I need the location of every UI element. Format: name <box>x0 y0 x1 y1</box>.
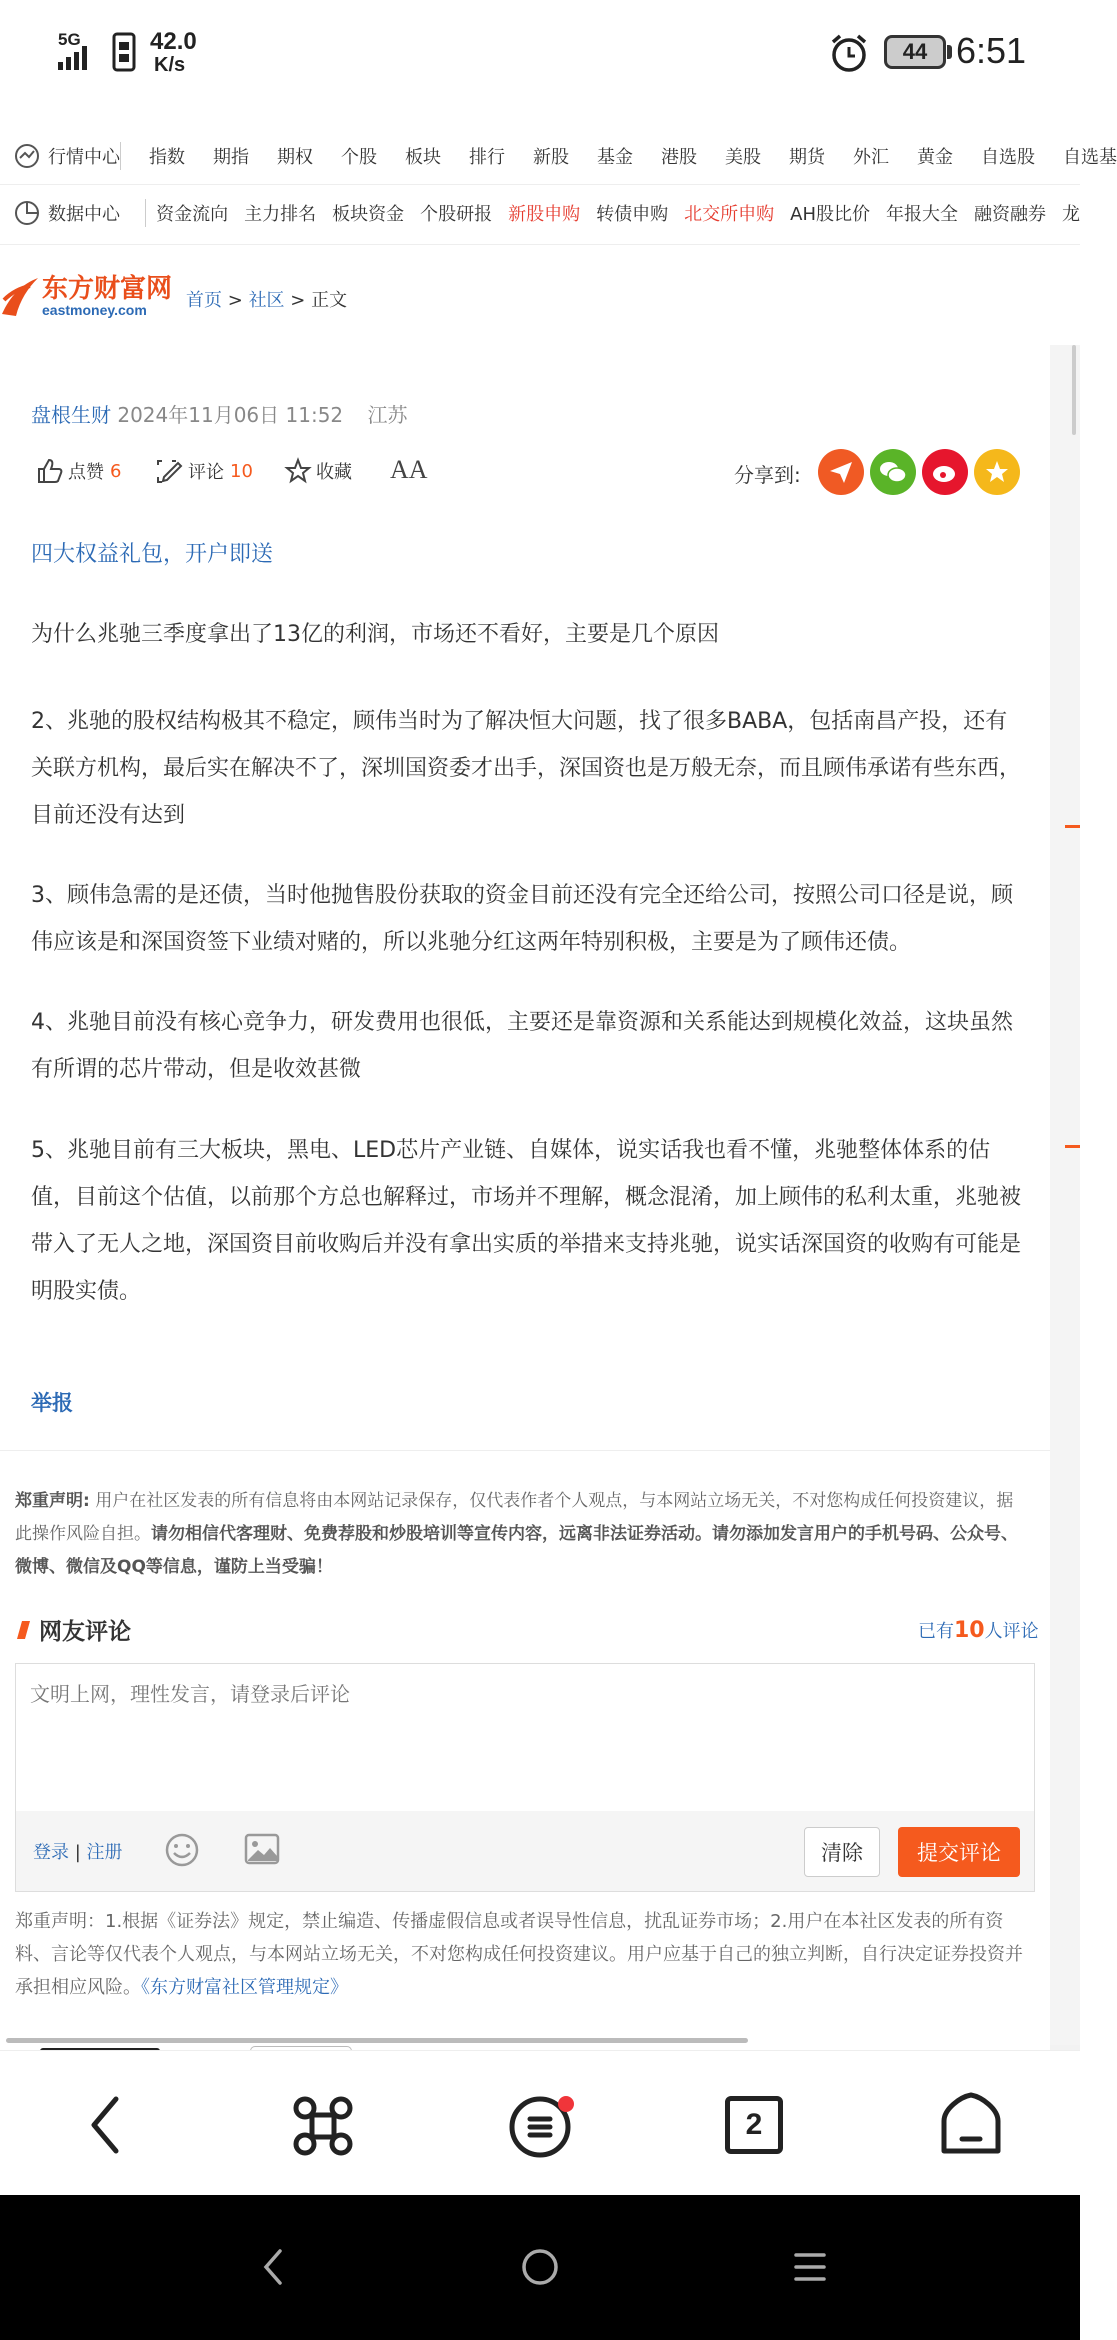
menu-icon[interactable] <box>506 2091 576 2161</box>
logo-en: eastmoney.com <box>42 302 147 318</box>
community-rules-link[interactable]: 《东方财富社区管理规定》 <box>141 1977 348 1998</box>
system-navigation-bar <box>0 2195 1080 2340</box>
disclaimer-text: 用户在社区发表的所有信息将由本网站记录保存，仅代表作者个人观点，与本网站立场无关，不对您构成任何投资建议，据此操作风险自担。 <box>15 1491 1014 1544</box>
nav-item-us-stocks[interactable]: 美股 <box>725 147 761 168</box>
nav-item-ipo-subscribe[interactable]: 新股申购 <box>508 204 581 225</box>
clear-button[interactable] <box>804 1827 880 1877</box>
sim-icon <box>112 32 136 72</box>
star-outline-icon <box>284 457 312 485</box>
battery-indicator <box>884 35 946 69</box>
post-meta <box>31 399 408 428</box>
comment-label: 评论 <box>188 462 224 483</box>
comments-count[interactable] <box>918 1617 1039 1643</box>
legal-disclaimer-text: 郑重声明：1.根据《证券法》规定，禁止编造、传播虚假信息或者误导性信息，扰乱证券市场；2.用户在本社区发表的所有资料、言论等仅代表个人观点，与本网站立场无关，不对您构成任何投资建议。用户应基于自己的独立判断，自行决定证券投资并承担相应风险。 <box>15 1911 1023 1998</box>
nav-item-capital-flow[interactable]: 资金流向 <box>156 204 229 225</box>
right-sidebar-edge <box>1050 345 1080 2045</box>
accent-mark <box>1065 825 1080 828</box>
edit-icon <box>154 457 184 485</box>
nav-item-forex[interactable]: 外汇 <box>853 147 889 168</box>
font-size-button[interactable] <box>390 455 428 485</box>
data-center-nav <box>0 185 1080 241</box>
nav-item-watchlist[interactable]: 自选股 <box>981 147 1035 168</box>
section-flag-icon <box>15 1619 31 1641</box>
breadcrumb-sep: > <box>227 290 243 311</box>
tabs-button[interactable] <box>725 2096 783 2154</box>
market-center-label: 行情中心 <box>48 147 120 168</box>
share-zhidian[interactable] <box>818 449 864 495</box>
report-link[interactable]: 举报 <box>31 1391 73 1415</box>
clock: 6:51 <box>956 30 1027 71</box>
like-label: 点赞 <box>68 462 104 483</box>
trend-icon <box>14 143 40 169</box>
nav-item-hk-stocks[interactable]: 港股 <box>661 147 697 168</box>
nav-item-annual-reports[interactable]: 年报大全 <box>886 204 958 225</box>
collect-label: 收藏 <box>316 462 352 483</box>
nav-item-index[interactable]: 指数 <box>149 147 185 168</box>
site-logo[interactable] <box>0 266 172 326</box>
network-type: 5G <box>58 30 81 49</box>
browser-toolbar <box>0 2050 1080 2196</box>
back-arrow-icon[interactable] <box>86 2095 126 2155</box>
battery-tip <box>947 45 952 59</box>
comment-count: 10 <box>230 460 253 482</box>
post-datetime: 2024年11月06日 11:52 <box>117 403 344 427</box>
nav-item-margin[interactable]: 融资融券 <box>974 204 1046 225</box>
market-center-nav <box>0 128 1117 184</box>
share-weibo[interactable] <box>922 449 968 495</box>
data-center-label: 数据中心 <box>48 204 120 225</box>
clear-label: 清除 <box>821 1841 863 1865</box>
nav-item-research[interactable]: 个股研报 <box>420 204 493 225</box>
share-favorite[interactable] <box>974 449 1020 495</box>
command-icon[interactable] <box>292 2095 354 2157</box>
system-recents-icon[interactable] <box>792 2251 828 2283</box>
comment-button[interactable] <box>154 457 253 485</box>
system-home-icon[interactable] <box>520 2247 560 2287</box>
nav-item-dragon[interactable]: 龙 <box>1062 204 1080 225</box>
star-icon <box>984 459 1010 485</box>
article-paragraph: 5、兆驰目前有三大板块，黑电、LED芯片产业链、自媒体，说实话我也看不懂，兆驰整体体系的估值，目前这个估值，以前那个方总也解释过，市场并不理解，概念混淆，加上顾伟的私利太重，兆驰被带入了无人之地，深国资目前收购后并没有拿出实质的举措来支持兆驰，说实话深国资的收购有可能是明股实债。 <box>31 1138 1022 1304</box>
battery-level: 44 <box>902 39 928 64</box>
author-name[interactable]: 盘根生财 <box>31 403 111 427</box>
register-link[interactable]: 注册 <box>86 1842 123 1863</box>
wechat-icon <box>878 459 908 485</box>
comment-placeholder: 文明上网，理性发言，请登录后评论 <box>30 1682 350 1706</box>
nav-item-ranking[interactable]: 排行 <box>469 147 505 168</box>
promo-link[interactable]: 四大权益礼包，开户即送 <box>31 542 274 567</box>
nav-item-ipo[interactable]: 新股 <box>533 147 569 168</box>
nav-item-options[interactable]: 期权 <box>277 147 313 168</box>
nav-item-bse-subscribe[interactable]: 北交所申购 <box>684 204 775 225</box>
comments-count-number: 10 <box>954 1618 985 1643</box>
breadcrumb-current: 正文 <box>311 290 348 311</box>
comments-title: 网友评论 <box>39 1619 131 1645</box>
breadcrumb <box>186 286 347 312</box>
article-paragraph: 4、兆驰目前没有核心竞争力，研发费用也很低，主要还是靠资源和关系能达到规模化效益，这块虽然有所谓的芯片带动，但是收效甚微 <box>31 1010 1014 1082</box>
data-center-lead[interactable] <box>0 199 146 227</box>
disclaimer-warning-2: 请勿添加发言用户的手机号码、公众号、微博、微信及QQ等信息，谨防上当受骗！ <box>15 1524 1018 1577</box>
auth-separator: | <box>74 1842 81 1863</box>
market-center-lead[interactable] <box>0 142 121 170</box>
comments-count-suffix: 人评论 <box>984 1621 1039 1642</box>
scrollbar-vertical[interactable] <box>1072 345 1076 435</box>
signal-icon <box>56 44 98 72</box>
net-speed-unit: K/s <box>154 54 186 76</box>
legal-disclaimer <box>15 1905 1030 2004</box>
nav-item-bond-subscribe[interactable]: 转债申购 <box>596 204 669 225</box>
scrollbar-horizontal[interactable] <box>6 2038 748 2043</box>
like-button[interactable] <box>36 457 121 485</box>
post-location: 江苏 <box>367 403 408 427</box>
breadcrumb-community[interactable]: 社区 <box>248 290 285 311</box>
tabs-count: 2 <box>745 2108 763 2141</box>
nav-item-ah-ratio[interactable]: AH股比价 <box>790 204 870 225</box>
submit-comment-button[interactable] <box>898 1827 1020 1877</box>
comments-count-prefix: 已有 <box>918 1621 954 1642</box>
pie-chart-icon <box>14 200 40 226</box>
logo-cn: 东方财富网 <box>42 274 173 303</box>
status-bar <box>0 0 1080 108</box>
comments-header <box>15 1613 131 1646</box>
submit-label: 提交评论 <box>917 1841 1001 1865</box>
nav-item-futures-index[interactable]: 期指 <box>213 147 249 168</box>
breadcrumb-home[interactable]: 首页 <box>186 290 222 311</box>
font-size-label: AA <box>390 455 428 484</box>
nav-item-funds[interactable]: 基金 <box>597 147 633 168</box>
divider <box>0 1450 1050 1451</box>
auth-links <box>33 1838 123 1864</box>
article-paragraph: 为什么兆驰三季度拿出了13亿的利润，市场还不看好，主要是几个原因 <box>31 622 719 647</box>
disclaimer-warning-1: 请勿相信代客理财、免费荐股和炒股培训等宣传内容，远离非法证券活动。 <box>151 1524 712 1544</box>
divider <box>0 244 1080 245</box>
collect-button[interactable] <box>284 457 352 485</box>
system-back-icon[interactable] <box>258 2245 288 2289</box>
accent-mark <box>1065 1145 1080 1148</box>
nav-item-watch-funds[interactable]: 自选基 <box>1063 147 1117 168</box>
nav-item-sectors[interactable]: 板块 <box>405 147 441 168</box>
like-count: 6 <box>110 460 122 482</box>
disclaimer-label: 郑重声明: <box>15 1491 90 1511</box>
top-navigation <box>0 108 1117 362</box>
login-link[interactable]: 登录 <box>33 1842 69 1863</box>
nav-item-main-ranking[interactable]: 主力排名 <box>244 204 317 225</box>
share-label: 分享到: <box>734 463 801 487</box>
eastmoney-logo-icon <box>0 274 40 318</box>
nav-item-stocks[interactable]: 个股 <box>341 147 377 168</box>
article-paragraph: 2、兆驰的股权结构极其不稳定，顾伟当时为了解决恒大问题，找了很多BABA，包括南昌产投，还有关联方机构，最后实在解决不了，深圳国资委才出手，深国资也是万般无奈，而且顾伟承诺有些东西，目前还没有达到 <box>31 709 1022 828</box>
article-paragraph: 3、顾伟急需的是还债，当时他抛售股份获取的资金目前还没有完全还给公司，按照公司口径是说，顾伟应该是和深国资签下业绩对赌的，所以兆驰分红这两年特别积极，主要是为了顾伟还债。 <box>31 883 1014 955</box>
disclaimer-notice <box>15 1485 1025 1584</box>
home-icon[interactable] <box>938 2091 1004 2157</box>
share-wechat[interactable] <box>870 449 916 495</box>
nav-item-futures[interactable]: 期货 <box>789 147 825 168</box>
alarm-icon <box>828 32 870 74</box>
thumbs-up-icon <box>36 457 64 485</box>
comment-textarea[interactable] <box>15 1663 1035 1813</box>
emoji-icon[interactable] <box>164 1832 200 1868</box>
paper-plane-icon <box>828 459 854 485</box>
breadcrumb-sep: > <box>290 290 306 311</box>
image-icon[interactable] <box>244 1833 280 1865</box>
weibo-icon <box>931 459 959 485</box>
nav-item-gold[interactable]: 黄金 <box>917 147 953 168</box>
nav-item-sector-capital[interactable]: 板块资金 <box>332 204 405 225</box>
net-speed-value: 42.0 <box>150 28 197 55</box>
comment-toolbar <box>15 1811 1035 1892</box>
